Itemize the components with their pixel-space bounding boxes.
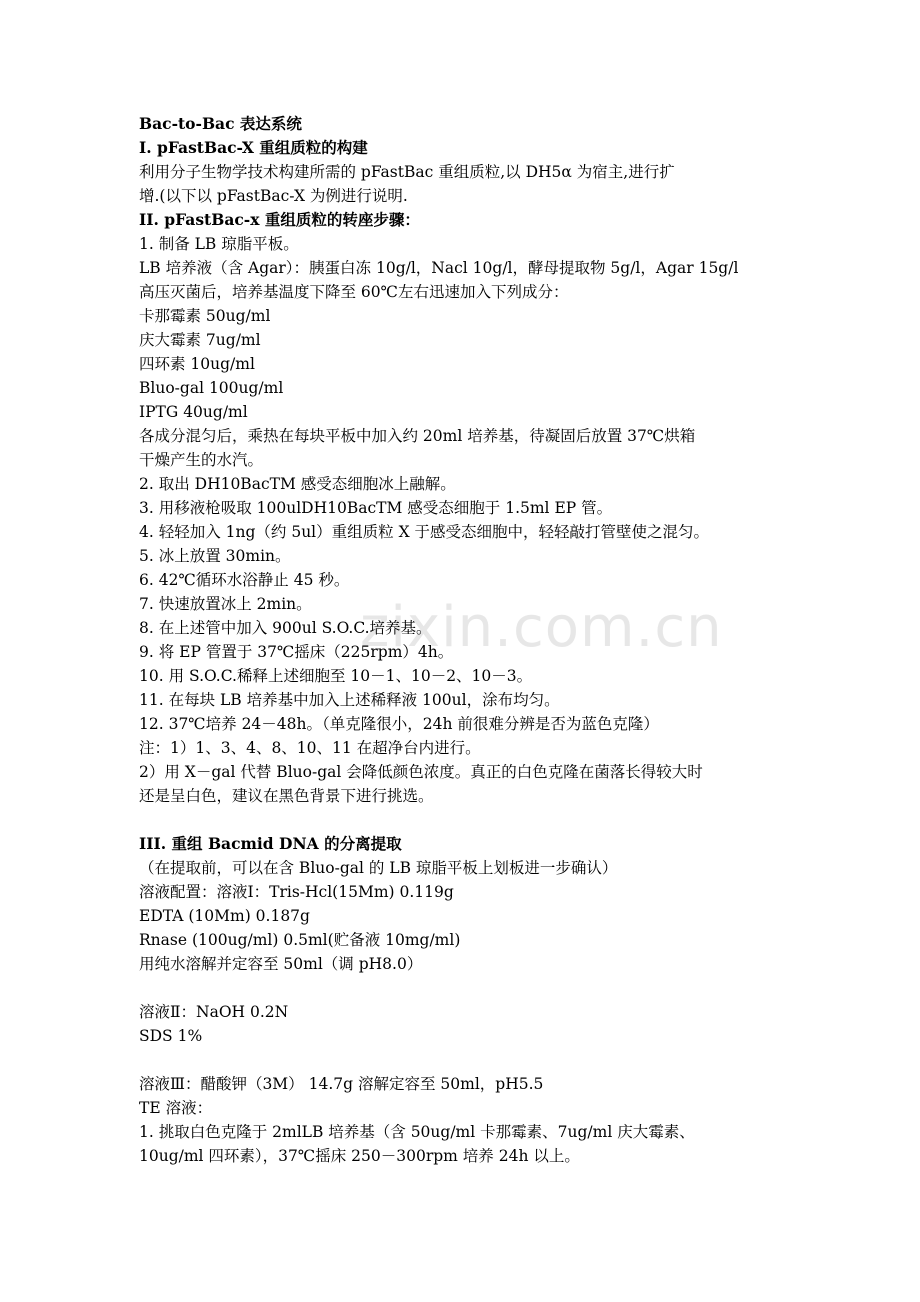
blank-line — [139, 976, 799, 1000]
text-line: 10. 用 S.O.C.稀释上述细胞至 10－1、10－2、10－3。 — [139, 667, 533, 685]
text-line: 12. 37℃培养 24－48h。（单克隆很小，24h 前很难分辨是否为蓝色克隆） — [139, 715, 659, 733]
text-line: 利用分子生物学技术构建所需的 pFastBac 重组质粒,以 DH5α 为宿主,进行扩 — [139, 163, 675, 181]
text-line: 高压灭菌后，培养基温度下降至 60℃左右迅速加入下列成分： — [139, 283, 569, 301]
text-line: 4. 轻轻加入 1ng（约 5ul）重组质粒 X 于感受态细胞中，轻轻敲打管壁使之混匀。 — [139, 523, 710, 541]
section-heading: I. pFastBac-X 重组质粒的构建 — [139, 138, 368, 157]
text-line: Bluo-gal 100ug/ml — [139, 379, 284, 397]
text-line: SDS 1% — [139, 1027, 203, 1045]
text-line: 卡那霉素 50ug/ml — [139, 307, 271, 325]
text-line: 2. 取出 DH10BacTM 感受态细胞冰上融解。 — [139, 475, 456, 493]
text-line: 各成分混匀后，乘热在每块平板中加入约 20ml 培养基，待凝固后放置 37℃烘箱 — [139, 427, 696, 445]
text-line: TE 溶液： — [139, 1099, 213, 1117]
text-line: 用纯水溶解并定容至 50ml（调 pH8.0） — [139, 955, 423, 973]
text-line: IPTG 40ug/ml — [139, 403, 248, 421]
section-heading: III. 重组 Bacmid DNA 的分离提取 — [139, 834, 402, 853]
text-line: LB 培养液（含 Agar）：胰蛋白冻 10g/l，Nacl 10g/l，酵母提取物 5g/l，Agar 15g/l — [139, 259, 739, 277]
text-line: 增.(以下以 pFastBac-X 为例进行说明. — [139, 187, 408, 205]
text-line: 溶液配置：溶液Ⅰ：Tris-Hcl(15Mm) 0.119g — [139, 883, 454, 901]
text-line: 6. 42℃循环水浴静止 45 秒。 — [139, 571, 350, 589]
text-line: 8. 在上述管中加入 900ul S.O.C.培养基。 — [139, 619, 432, 637]
text-line: 2）用 X－gal 代替 Bluo-gal 会降低颜色浓度。真正的白色克隆在菌落长得较大时 — [139, 763, 703, 781]
text-line: 10ug/ml 四环素），37℃摇床 250－300rpm 培养 24h 以上。 — [139, 1147, 580, 1165]
text-line: 溶液Ⅲ：醋酸钾（3M） 14.7g 溶解定容至 50ml，pH5.5 — [139, 1075, 544, 1093]
text-line: EDTA (10Mm) 0.187g — [139, 907, 310, 925]
text-line: 注：1）1、3、4、8、10、11 在超净台内进行。 — [139, 739, 481, 757]
section-heading: Bac-to-Bac 表达系统 — [139, 114, 302, 133]
watermark: zixin.com.cn — [360, 595, 723, 660]
text-line: （在提取前，可以在含 Bluo-gal 的 LB 琼脂平板上划板进一步确认） — [139, 859, 618, 877]
text-line: 3. 用移液枪吸取 100ulDH10BacTM 感受态细胞于 1.5ml EP 管。 — [139, 499, 613, 517]
text-line: 11. 在每块 LB 培养基中加入上述稀释液 100ul，涂布均匀。 — [139, 691, 560, 709]
text-line: 还是呈白色，建议在黑色背景下进行挑选。 — [139, 787, 434, 805]
text-line: 1. 挑取白色克隆于 2mlLB 培养基（含 50ug/ml 卡那霉素、7ug/ml 庆大霉素、 — [139, 1123, 695, 1141]
text-line: Rnase (100ug/ml) 0.5ml(贮备液 10mg/ml) — [139, 931, 461, 949]
text-line: 5. 冰上放置 30min。 — [139, 547, 291, 565]
text-line: 9. 将 EP 管置于 37℃摇床（225rpm）4h。 — [139, 643, 454, 661]
text-line: 1. 制备 LB 琼脂平板。 — [139, 235, 299, 253]
document-body — [139, 112, 799, 1168]
text-line: 四环素 10ug/ml — [139, 355, 255, 373]
text-line: 庆大霉素 7ug/ml — [139, 331, 261, 349]
text-line: 7. 快速放置冰上 2min。 — [139, 595, 312, 613]
section-heading: II. pFastBac-x 重组质粒的转座步骤： — [139, 210, 420, 229]
text-line: 溶液Ⅱ：NaOH 0.2N — [139, 1003, 289, 1021]
text-line: 干燥产生的水汽。 — [139, 451, 264, 469]
blank-line — [139, 808, 799, 832]
blank-line — [139, 1048, 799, 1072]
